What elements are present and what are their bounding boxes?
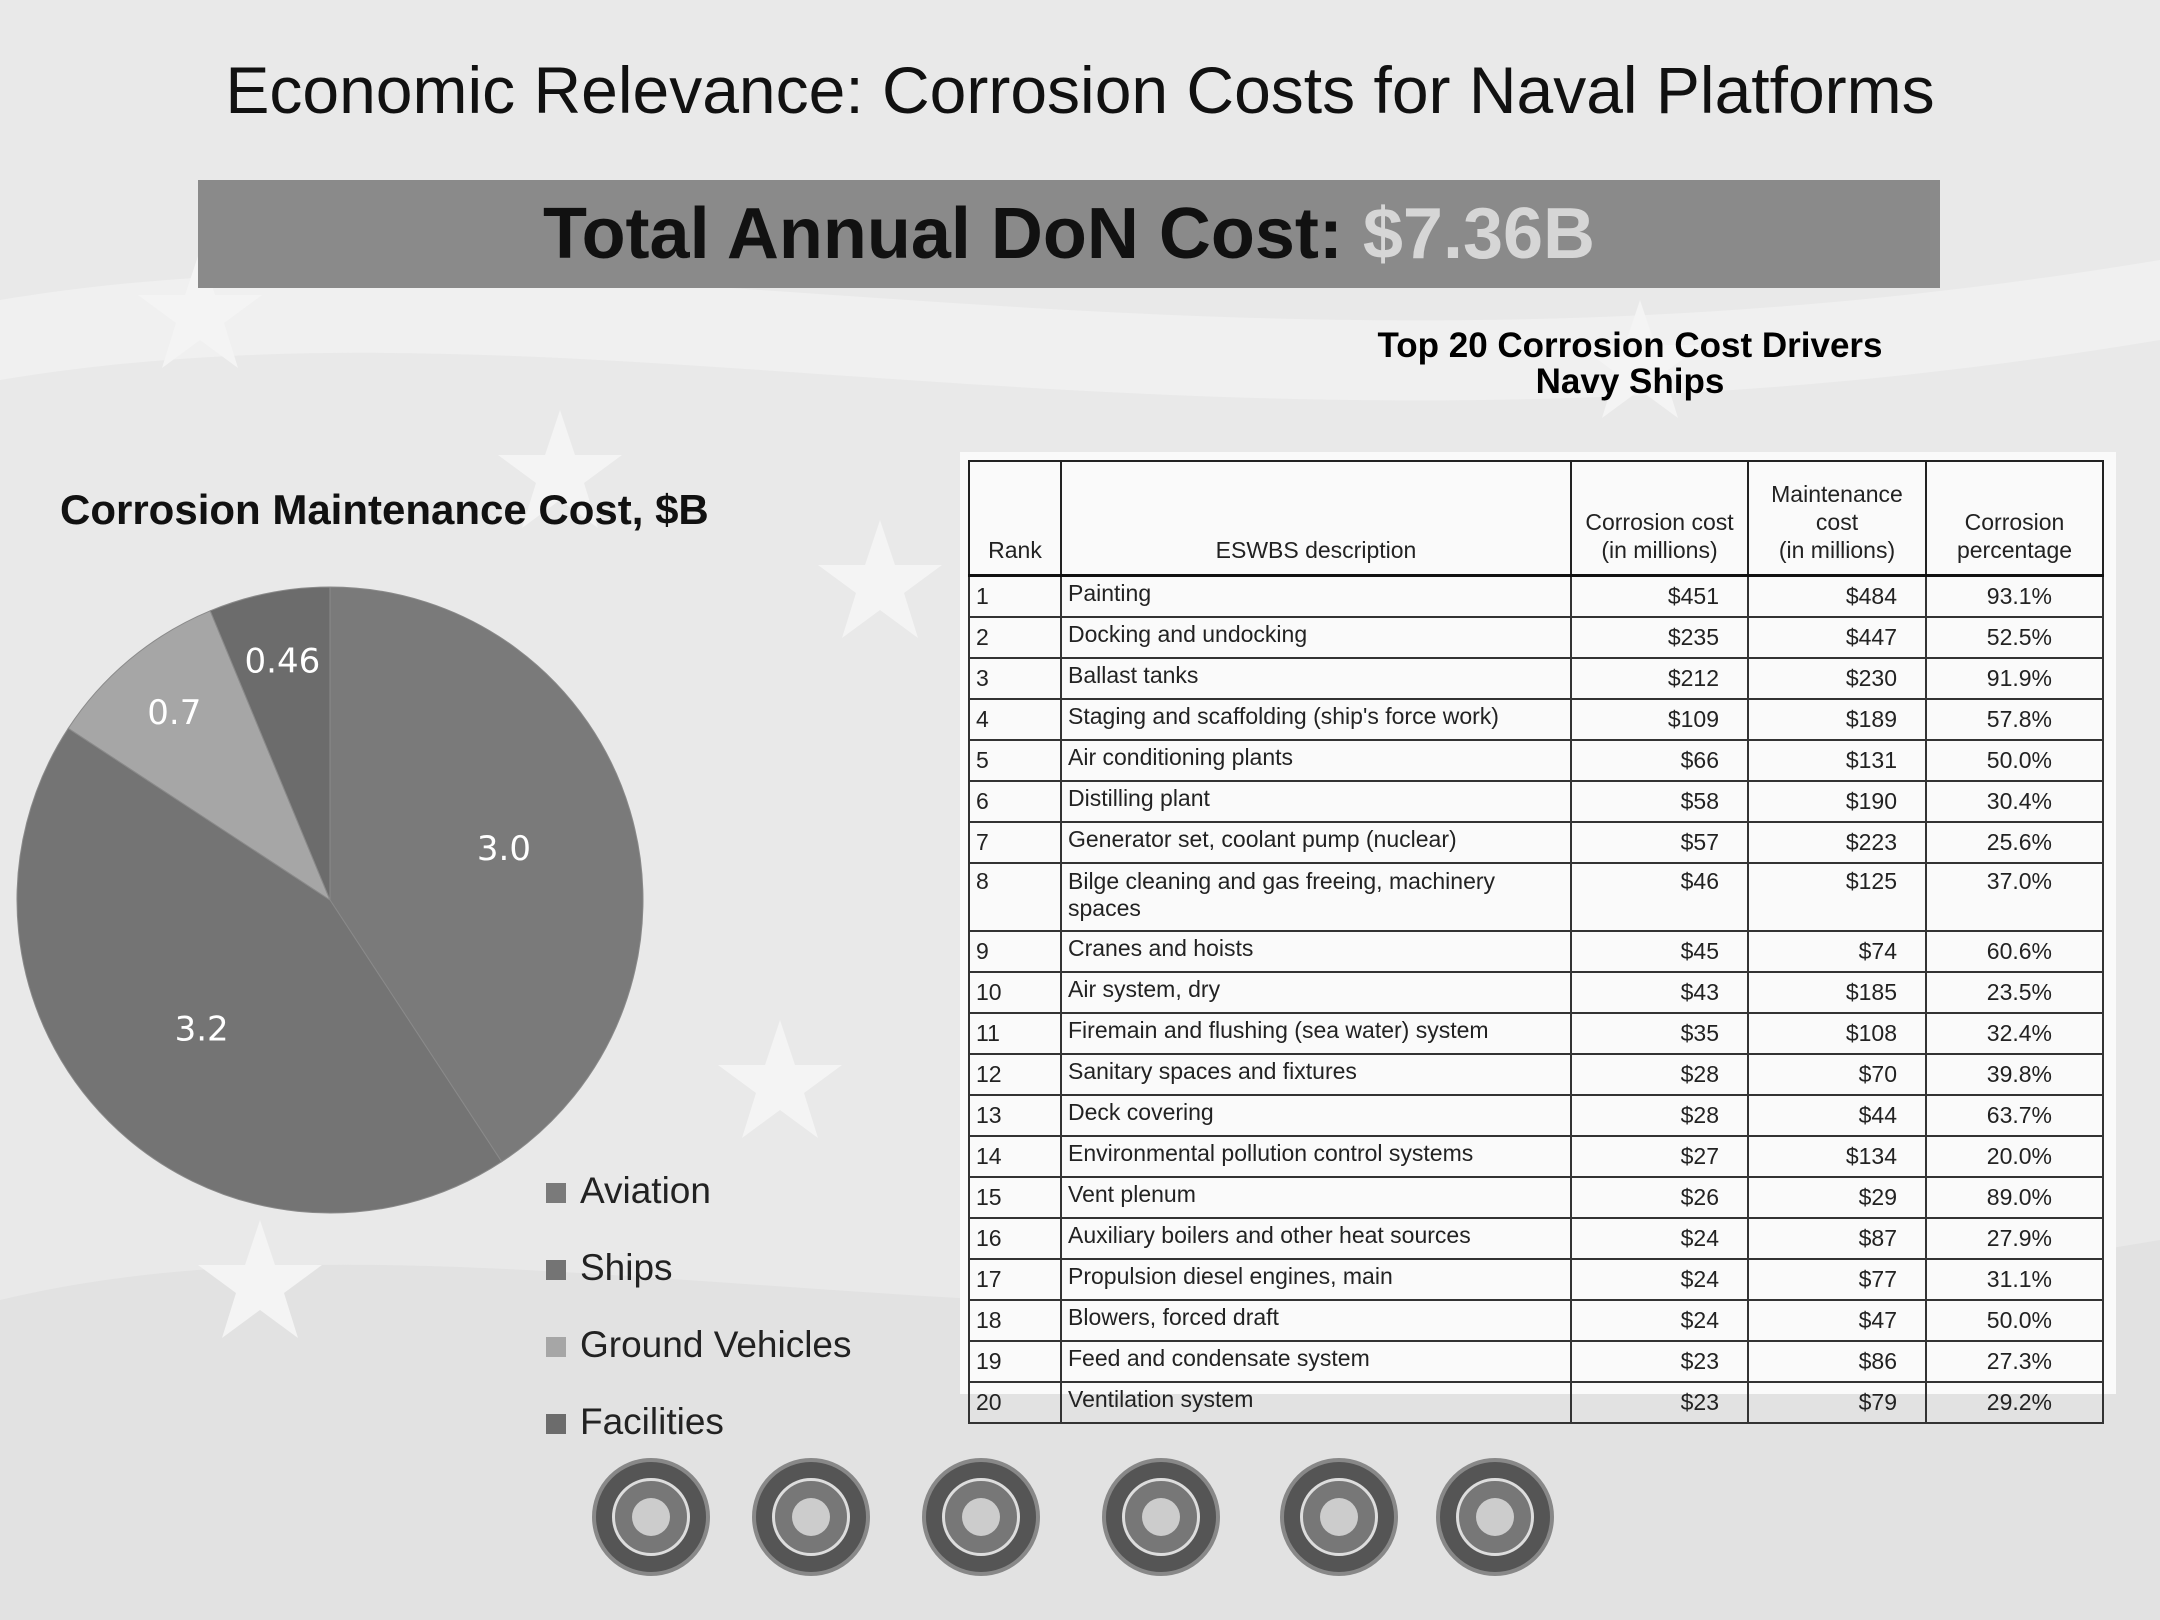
rank-cell: 13 bbox=[969, 1095, 1061, 1136]
maintenance-cost-cell: $131 bbox=[1748, 740, 1926, 781]
rank-cell: 4 bbox=[969, 699, 1061, 740]
rank-cell: 2 bbox=[969, 617, 1061, 658]
description-cell: Auxiliary boilers and other heat sources bbox=[1061, 1218, 1571, 1259]
percentage-cell: 31.1% bbox=[1926, 1259, 2103, 1300]
total-cost-banner bbox=[198, 180, 1940, 288]
rank-cell: 7 bbox=[969, 822, 1061, 863]
percentage-cell: 25.6% bbox=[1926, 822, 2103, 863]
table-row bbox=[969, 863, 2103, 931]
description-cell: Deck covering bbox=[1061, 1095, 1571, 1136]
table-header-row bbox=[969, 461, 2103, 576]
maintenance-cost-cell: $484 bbox=[1748, 576, 1926, 618]
maintenance-cost-cell: $230 bbox=[1748, 658, 1926, 699]
description-cell: Bilge cleaning and gas freeing, machinery spaces bbox=[1061, 863, 1571, 931]
maintenance-cost-cell: $185 bbox=[1748, 972, 1926, 1013]
rank-cell: 3 bbox=[969, 658, 1061, 699]
header-maintenance-line3: (in millions) bbox=[1778, 537, 1896, 563]
legend-item bbox=[546, 1170, 852, 1247]
description-cell: Ballast tanks bbox=[1061, 658, 1571, 699]
maintenance-cost-cell: $70 bbox=[1748, 1054, 1926, 1095]
rank-cell: 19 bbox=[969, 1341, 1061, 1382]
header-maintenance-cost bbox=[1748, 461, 1926, 576]
rank-cell: 6 bbox=[969, 781, 1061, 822]
description-cell: Environmental pollution control systems bbox=[1061, 1136, 1571, 1177]
corrosion-cost-cell: $35 bbox=[1571, 1013, 1748, 1054]
corrosion-cost-cell: $58 bbox=[1571, 781, 1748, 822]
maintenance-cost-cell: $44 bbox=[1748, 1095, 1926, 1136]
rank-cell: 8 bbox=[969, 863, 1061, 931]
legend-swatch bbox=[546, 1337, 566, 1357]
table-row bbox=[969, 1177, 2103, 1218]
chart-legend bbox=[546, 1170, 852, 1478]
air-force-seal-icon bbox=[1280, 1458, 1398, 1576]
corrosion-cost-cell: $212 bbox=[1571, 658, 1748, 699]
header-maintenance-line1: Maintenance bbox=[1771, 481, 1903, 507]
table-row bbox=[969, 1013, 2103, 1054]
corrosion-cost-cell: $24 bbox=[1571, 1218, 1748, 1259]
table-caption bbox=[1330, 328, 1930, 400]
rank-cell: 14 bbox=[969, 1136, 1061, 1177]
legend-item bbox=[546, 1247, 852, 1324]
percentage-cell: 20.0% bbox=[1926, 1136, 2103, 1177]
corrosion-cost-cell: $24 bbox=[1571, 1300, 1748, 1341]
header-corrosion-line2: (in millions) bbox=[1601, 537, 1718, 563]
corrosion-cost-cell: $24 bbox=[1571, 1259, 1748, 1300]
percentage-cell: 89.0% bbox=[1926, 1177, 2103, 1218]
seal-emblem bbox=[1142, 1498, 1180, 1536]
corrosion-cost-cell: $66 bbox=[1571, 740, 1748, 781]
table-row bbox=[969, 1095, 2103, 1136]
description-cell: Painting bbox=[1061, 576, 1571, 618]
percentage-cell: 50.0% bbox=[1926, 740, 2103, 781]
header-percentage-line1: Corrosion bbox=[1964, 509, 2065, 535]
description-cell: Cranes and hoists bbox=[1061, 931, 1571, 972]
table-row bbox=[969, 1218, 2103, 1259]
header-description: ESWBS description bbox=[1061, 461, 1571, 576]
star-decor-icon bbox=[718, 1020, 842, 1138]
description-cell: Feed and condensate system bbox=[1061, 1341, 1571, 1382]
army-seal-icon bbox=[922, 1458, 1040, 1576]
rank-cell: 1 bbox=[969, 576, 1061, 618]
table-row bbox=[969, 781, 2103, 822]
percentage-cell: 29.2% bbox=[1926, 1382, 2103, 1423]
seal-emblem bbox=[792, 1498, 830, 1536]
corrosion-cost-cell: $451 bbox=[1571, 576, 1748, 618]
cost-drivers-panel bbox=[960, 452, 2116, 1415]
maintenance-cost-cell: $87 bbox=[1748, 1218, 1926, 1259]
description-cell: Sanitary spaces and fixtures bbox=[1061, 1054, 1571, 1095]
header-corrosion-percentage bbox=[1926, 461, 2103, 576]
dod-seal-icon bbox=[592, 1458, 710, 1576]
maintenance-cost-cell: $108 bbox=[1748, 1013, 1926, 1054]
legend-item bbox=[546, 1324, 852, 1401]
table-row bbox=[969, 740, 2103, 781]
cost-drivers-table bbox=[968, 460, 2104, 1424]
table-row bbox=[969, 1054, 2103, 1095]
corrosion-cost-cell: $46 bbox=[1571, 863, 1748, 931]
seal-emblem bbox=[962, 1498, 1000, 1536]
legend-swatch bbox=[546, 1260, 566, 1280]
legend-label: Ships bbox=[580, 1247, 673, 1288]
header-rank: Rank bbox=[969, 461, 1061, 576]
description-cell: Distilling plant bbox=[1061, 781, 1571, 822]
corrosion-cost-cell: $235 bbox=[1571, 617, 1748, 658]
corrosion-cost-cell: $45 bbox=[1571, 931, 1748, 972]
percentage-cell: 93.1% bbox=[1926, 576, 2103, 618]
chart-title: Corrosion Maintenance Cost, $B bbox=[60, 486, 709, 533]
navy-seal-icon bbox=[1102, 1458, 1220, 1576]
description-cell: Air conditioning plants bbox=[1061, 740, 1571, 781]
percentage-cell: 32.4% bbox=[1926, 1013, 2103, 1054]
slide-title: Economic Relevance: Corrosion Costs for Naval Platforms bbox=[225, 53, 1935, 127]
corrosion-cost-cell: $109 bbox=[1571, 699, 1748, 740]
maintenance-cost-cell: $29 bbox=[1748, 1177, 1926, 1218]
description-cell: Docking and undocking bbox=[1061, 617, 1571, 658]
percentage-cell: 63.7% bbox=[1926, 1095, 2103, 1136]
pie-chart bbox=[0, 560, 680, 1240]
table-row bbox=[969, 972, 2103, 1013]
table-row bbox=[969, 1382, 2103, 1423]
maintenance-cost-cell: $47 bbox=[1748, 1300, 1926, 1341]
percentage-cell: 60.6% bbox=[1926, 931, 2103, 972]
maintenance-cost-cell: $134 bbox=[1748, 1136, 1926, 1177]
rank-cell: 11 bbox=[969, 1013, 1061, 1054]
rank-cell: 15 bbox=[969, 1177, 1061, 1218]
description-cell: Generator set, coolant pump (nuclear) bbox=[1061, 822, 1571, 863]
seal-emblem bbox=[1320, 1498, 1358, 1536]
percentage-cell: 52.5% bbox=[1926, 617, 2103, 658]
description-cell: Blowers, forced draft bbox=[1061, 1300, 1571, 1341]
maintenance-cost-cell: $223 bbox=[1748, 822, 1926, 863]
header-corrosion-line1: Corrosion cost bbox=[1585, 509, 1734, 535]
table-row bbox=[969, 617, 2103, 658]
table-row bbox=[969, 1341, 2103, 1382]
legend-swatch bbox=[546, 1183, 566, 1203]
percentage-cell: 23.5% bbox=[1926, 972, 2103, 1013]
maintenance-cost-cell: $447 bbox=[1748, 617, 1926, 658]
percentage-cell: 39.8% bbox=[1926, 1054, 2103, 1095]
banner-label: Total Annual DoN Cost: bbox=[542, 194, 1343, 274]
pie-data-label: 3.2 bbox=[174, 1009, 229, 1050]
corrosion-cost-cell: $27 bbox=[1571, 1136, 1748, 1177]
maintenance-cost-cell: $86 bbox=[1748, 1341, 1926, 1382]
pie-data-label: 0.7 bbox=[147, 692, 202, 733]
rank-cell: 12 bbox=[969, 1054, 1061, 1095]
description-cell: Vent plenum bbox=[1061, 1177, 1571, 1218]
legend-label: Facilities bbox=[580, 1401, 724, 1442]
corrosion-cost-cell: $28 bbox=[1571, 1095, 1748, 1136]
percentage-cell: 27.9% bbox=[1926, 1218, 2103, 1259]
legend-swatch bbox=[546, 1414, 566, 1434]
table-row bbox=[969, 931, 2103, 972]
header-percentage-line2: percentage bbox=[1956, 537, 2073, 563]
seal-emblem bbox=[632, 1498, 670, 1536]
corrosion-cost-cell: $43 bbox=[1571, 972, 1748, 1013]
percentage-cell: 27.3% bbox=[1926, 1341, 2103, 1382]
description-cell: Firemain and flushing (sea water) system bbox=[1061, 1013, 1571, 1054]
corrosion-cost-cell: $23 bbox=[1571, 1341, 1748, 1382]
rank-cell: 10 bbox=[969, 972, 1061, 1013]
rank-cell: 9 bbox=[969, 931, 1061, 972]
description-cell: Ventilation system bbox=[1061, 1382, 1571, 1423]
seal-emblem bbox=[1476, 1498, 1514, 1536]
table-body bbox=[969, 576, 2103, 1424]
pie-data-label: 0.46 bbox=[244, 641, 321, 682]
table-caption-line2: Navy Ships bbox=[1535, 362, 1725, 401]
percentage-cell: 91.9% bbox=[1926, 658, 2103, 699]
table-row bbox=[969, 1300, 2103, 1341]
percentage-cell: 50.0% bbox=[1926, 1300, 2103, 1341]
table-row bbox=[969, 1136, 2103, 1177]
description-cell: Propulsion diesel engines, main bbox=[1061, 1259, 1571, 1300]
corrosion-cost-cell: $28 bbox=[1571, 1054, 1748, 1095]
percentage-cell: 57.8% bbox=[1926, 699, 2103, 740]
corrosion-cost-cell: $26 bbox=[1571, 1177, 1748, 1218]
maintenance-cost-cell: $125 bbox=[1748, 863, 1926, 931]
maintenance-cost-cell: $79 bbox=[1748, 1382, 1926, 1423]
banner-amount: $7.36B bbox=[1362, 194, 1596, 274]
legend-label: Aviation bbox=[580, 1170, 711, 1211]
star-decor-icon bbox=[818, 520, 942, 638]
pie-data-label: 3.0 bbox=[476, 829, 531, 870]
table-caption-line1: Top 20 Corrosion Cost Drivers bbox=[1377, 326, 1883, 365]
header-maintenance-line2: cost bbox=[1815, 509, 1859, 535]
maintenance-cost-cell: $74 bbox=[1748, 931, 1926, 972]
rank-cell: 20 bbox=[969, 1382, 1061, 1423]
description-cell: Air system, dry bbox=[1061, 972, 1571, 1013]
rank-cell: 5 bbox=[969, 740, 1061, 781]
percentage-cell: 30.4% bbox=[1926, 781, 2103, 822]
table-row bbox=[969, 658, 2103, 699]
table-row bbox=[969, 576, 2103, 618]
maintenance-cost-cell: $190 bbox=[1748, 781, 1926, 822]
description-cell: Staging and scaffolding (ship's force work) bbox=[1061, 699, 1571, 740]
rank-cell: 18 bbox=[969, 1300, 1061, 1341]
table-row bbox=[969, 699, 2103, 740]
rank-cell: 17 bbox=[969, 1259, 1061, 1300]
maintenance-cost-cell: $189 bbox=[1748, 699, 1926, 740]
rank-cell: 16 bbox=[969, 1218, 1061, 1259]
marine-corps-seal-icon bbox=[1436, 1458, 1554, 1576]
percentage-cell: 37.0% bbox=[1926, 863, 2103, 931]
maintenance-cost-cell: $77 bbox=[1748, 1259, 1926, 1300]
header-corrosion-cost bbox=[1571, 461, 1748, 576]
corrosion-cost-cell: $57 bbox=[1571, 822, 1748, 863]
corrosion-cost-cell: $23 bbox=[1571, 1382, 1748, 1423]
legend-label: Ground Vehicles bbox=[580, 1324, 852, 1365]
table-row bbox=[969, 822, 2103, 863]
joint-chiefs-seal-icon bbox=[752, 1458, 870, 1576]
table-row bbox=[969, 1259, 2103, 1300]
